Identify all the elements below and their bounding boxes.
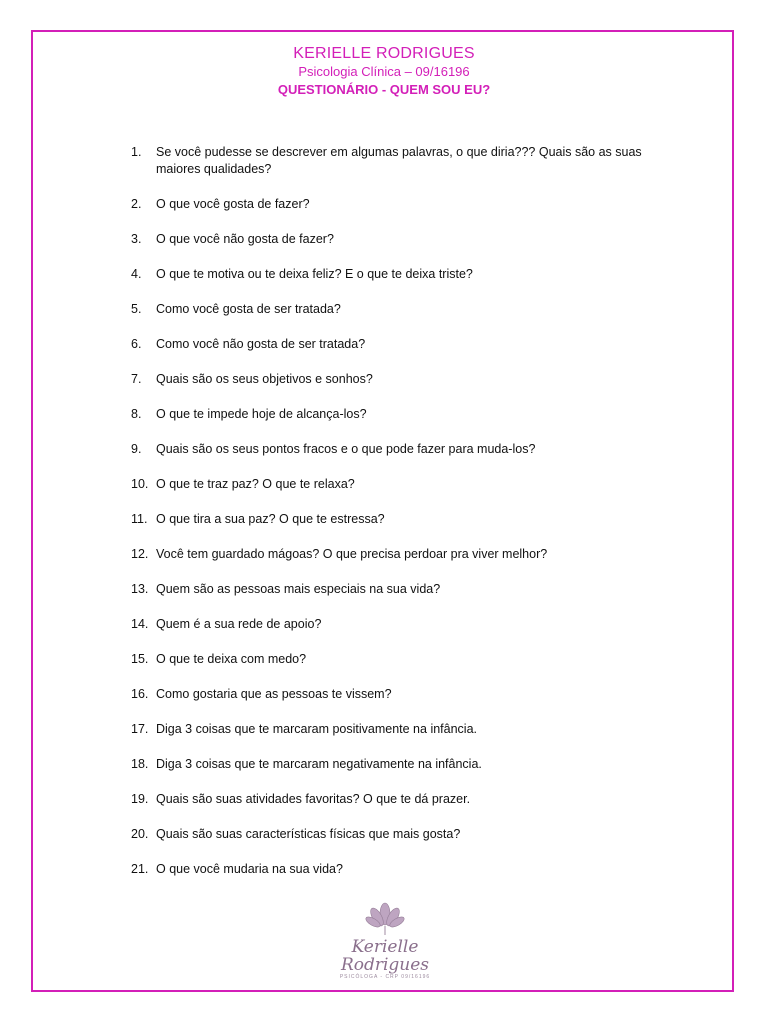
question-number: 13.	[131, 582, 149, 596]
question-list	[131, 144, 671, 896]
question-item	[131, 791, 671, 808]
question-number: 18.	[131, 757, 149, 771]
lotus-flower-icon	[365, 900, 405, 936]
question-text: O que te traz paz? O que te relaxa?	[156, 477, 355, 491]
question-number: 20.	[131, 827, 149, 841]
question-text: Como você não gosta de ser tratada?	[156, 337, 366, 351]
document-title: QUESTIONÁRIO - QUEM SOU EU?	[277, 82, 491, 97]
question-text: O que te impede hoje de alcança-los?	[156, 407, 367, 421]
question-item	[131, 406, 671, 423]
question-number: 1.	[131, 145, 142, 159]
question-text: Diga 3 coisas que te marcaram positivamente na infância.	[156, 722, 477, 736]
author-subtitle: Psicologia Clínica – 09/16196	[298, 64, 470, 79]
question-text: Diga 3 coisas que te marcaram negativamente na infância.	[156, 757, 482, 771]
question-number: 5.	[131, 302, 142, 316]
question-number: 2.	[131, 197, 142, 211]
question-item	[131, 546, 671, 563]
question-text: O que você gosta de fazer?	[156, 197, 310, 211]
question-item	[131, 196, 671, 213]
question-item	[131, 511, 671, 528]
signature-name: Kerielle Rodrigues	[340, 937, 430, 975]
question-text: O que você não gosta de fazer?	[156, 232, 334, 246]
question-number: 4.	[131, 267, 142, 281]
question-text: Como você gosta de ser tratada?	[156, 302, 341, 316]
question-item	[131, 441, 671, 458]
question-item	[131, 144, 671, 178]
question-item	[131, 301, 671, 318]
question-item	[131, 231, 671, 248]
question-text: Quais são suas características físicas que mais gosta?	[156, 827, 461, 841]
question-text: Como gostaria que as pessoas te vissem?	[156, 687, 392, 701]
question-item	[131, 721, 671, 738]
signature-logo	[310, 900, 460, 980]
question-text: O que te deixa com medo?	[156, 652, 307, 666]
question-text: O que você mudaria na sua vida?	[156, 862, 343, 876]
question-item	[131, 336, 671, 353]
question-number: 19.	[131, 792, 149, 806]
question-text: O que te motiva ou te deixa feliz? E o que te deixa triste?	[156, 267, 473, 281]
question-number: 7.	[131, 372, 142, 386]
author-name: KERIELLE RODRIGUES	[293, 45, 475, 62]
question-text: Você tem guardado mágoas? O que precisa perdoar pra viver melhor?	[156, 547, 548, 561]
signature-subtitle: PSICÓLOGA - CRP 09/16196	[339, 974, 431, 980]
question-number: 9.	[131, 442, 142, 456]
question-item	[131, 616, 671, 633]
question-number: 15.	[131, 652, 149, 666]
question-text: Se você pudesse se descrever em algumas palavras, o que diria??? Quais são as suas maiores qualidades?	[156, 145, 642, 176]
document-header	[0, 44, 768, 99]
question-text: Quais são suas atividades favoritas? O que te dá prazer.	[156, 792, 471, 806]
question-item	[131, 371, 671, 388]
question-number: 8.	[131, 407, 142, 421]
question-item	[131, 476, 671, 493]
question-number: 21.	[131, 862, 149, 876]
question-text: Quem são as pessoas mais especiais na sua vida?	[156, 582, 441, 596]
question-number: 6.	[131, 337, 142, 351]
question-item	[131, 756, 671, 773]
question-number: 11.	[131, 512, 148, 526]
question-text: Quem é a sua rede de apoio?	[156, 617, 322, 631]
question-item	[131, 266, 671, 283]
question-number: 14.	[131, 617, 149, 631]
question-text: O que tira a sua paz? O que te estressa?	[156, 512, 385, 526]
question-number: 3.	[131, 232, 142, 246]
question-text: Quais são os seus objetivos e sonhos?	[156, 372, 373, 386]
question-text: Quais são os seus pontos fracos e o que pode fazer para muda-los?	[156, 442, 536, 456]
question-item	[131, 581, 671, 598]
question-item	[131, 861, 671, 878]
question-number: 10.	[131, 477, 149, 491]
question-number: 16.	[131, 687, 149, 701]
question-item	[131, 686, 671, 703]
question-item	[131, 651, 671, 668]
question-number: 12.	[131, 547, 149, 561]
question-item	[131, 826, 671, 843]
question-number: 17.	[131, 722, 149, 736]
